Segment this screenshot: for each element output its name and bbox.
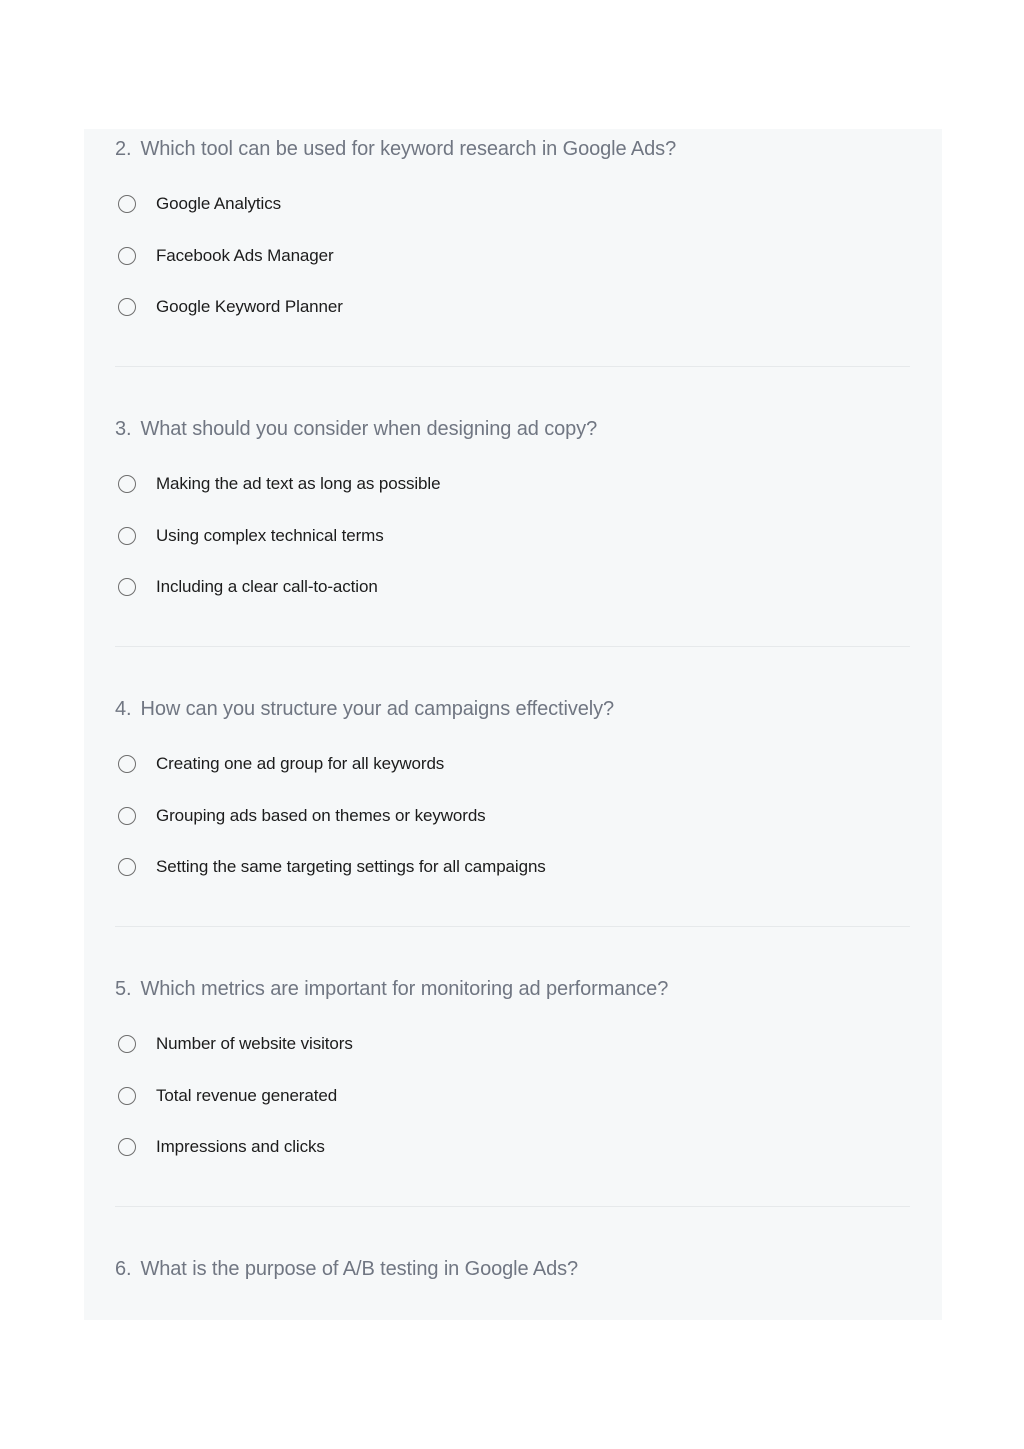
question-number: 3.	[115, 418, 132, 440]
option-facebook-ads-manager[interactable]	[115, 243, 910, 295]
question-text: What is the purpose of A/B testing in Google Ads?	[140, 1258, 579, 1280]
divider	[115, 646, 910, 647]
option-label: Google Analytics	[156, 194, 282, 213]
radio-button[interactable]	[118, 247, 136, 265]
radio-button[interactable]	[118, 807, 136, 825]
question-title	[115, 416, 597, 442]
question-title	[115, 136, 676, 162]
radio-button[interactable]	[118, 475, 136, 493]
question-5	[115, 969, 910, 1249]
option-label: Creating one ad group for all keywords	[156, 754, 445, 773]
question-number: 6.	[115, 1258, 132, 1280]
question-6	[115, 1249, 910, 1320]
option-call-to-action[interactable]	[115, 574, 910, 626]
question-number: 2.	[115, 138, 132, 160]
question-title	[115, 976, 668, 1002]
radio-button[interactable]	[118, 578, 136, 596]
option-label: Including a clear call-to-action	[156, 577, 378, 596]
question-title	[115, 696, 614, 722]
question-title	[115, 1256, 578, 1282]
radio-button[interactable]	[118, 1087, 136, 1105]
divider	[115, 366, 910, 367]
divider	[115, 1206, 910, 1207]
radio-button[interactable]	[118, 858, 136, 876]
quiz-card	[84, 129, 942, 1320]
option-website-visitors[interactable]	[115, 1031, 910, 1083]
question-text: Which tool can be used for keyword research in Google Ads?	[140, 138, 677, 160]
option-total-revenue[interactable]	[115, 1083, 910, 1135]
option-label: Facebook Ads Manager	[156, 245, 334, 265]
radio-button[interactable]	[118, 755, 136, 773]
radio-button[interactable]	[118, 1035, 136, 1053]
radio-button[interactable]	[118, 527, 136, 545]
option-label: Impressions and clicks	[156, 1137, 325, 1156]
divider	[115, 926, 910, 927]
options-group	[115, 191, 910, 346]
option-one-ad-group[interactable]	[115, 751, 910, 803]
question-number: 5.	[115, 978, 132, 1000]
option-label: Total revenue generated	[156, 1085, 338, 1105]
option-label: Google Keyword Planner	[156, 297, 343, 316]
option-long-ad-text[interactable]	[115, 471, 910, 523]
option-label: Setting the same targeting settings for all campaigns	[156, 857, 546, 876]
options-group	[115, 1031, 910, 1186]
option-impressions-clicks[interactable]	[115, 1134, 910, 1186]
options-group	[115, 751, 910, 906]
question-text: Which metrics are important for monitoring ad performance?	[140, 978, 669, 1000]
option-label: Making the ad text as long as possible	[156, 474, 441, 493]
option-label: Number of website visitors	[156, 1034, 353, 1053]
question-3	[115, 409, 910, 689]
option-label: Grouping ads based on themes or keywords	[156, 805, 486, 825]
radio-button[interactable]	[118, 1138, 136, 1156]
question-text: What should you consider when designing ad copy?	[140, 418, 598, 440]
question-text: How can you structure your ad campaigns effectively?	[140, 698, 615, 720]
radio-button[interactable]	[118, 298, 136, 316]
question-number: 4.	[115, 698, 132, 720]
option-same-targeting[interactable]	[115, 854, 910, 906]
option-complex-terms[interactable]	[115, 523, 910, 575]
option-google-analytics[interactable]	[115, 191, 910, 243]
options-group	[115, 471, 910, 626]
option-label: Using complex technical terms	[156, 525, 384, 545]
option-group-by-themes[interactable]	[115, 803, 910, 855]
question-4	[115, 689, 910, 969]
radio-button[interactable]	[118, 195, 136, 213]
question-2	[115, 129, 910, 409]
option-google-keyword-planner[interactable]	[115, 294, 910, 346]
